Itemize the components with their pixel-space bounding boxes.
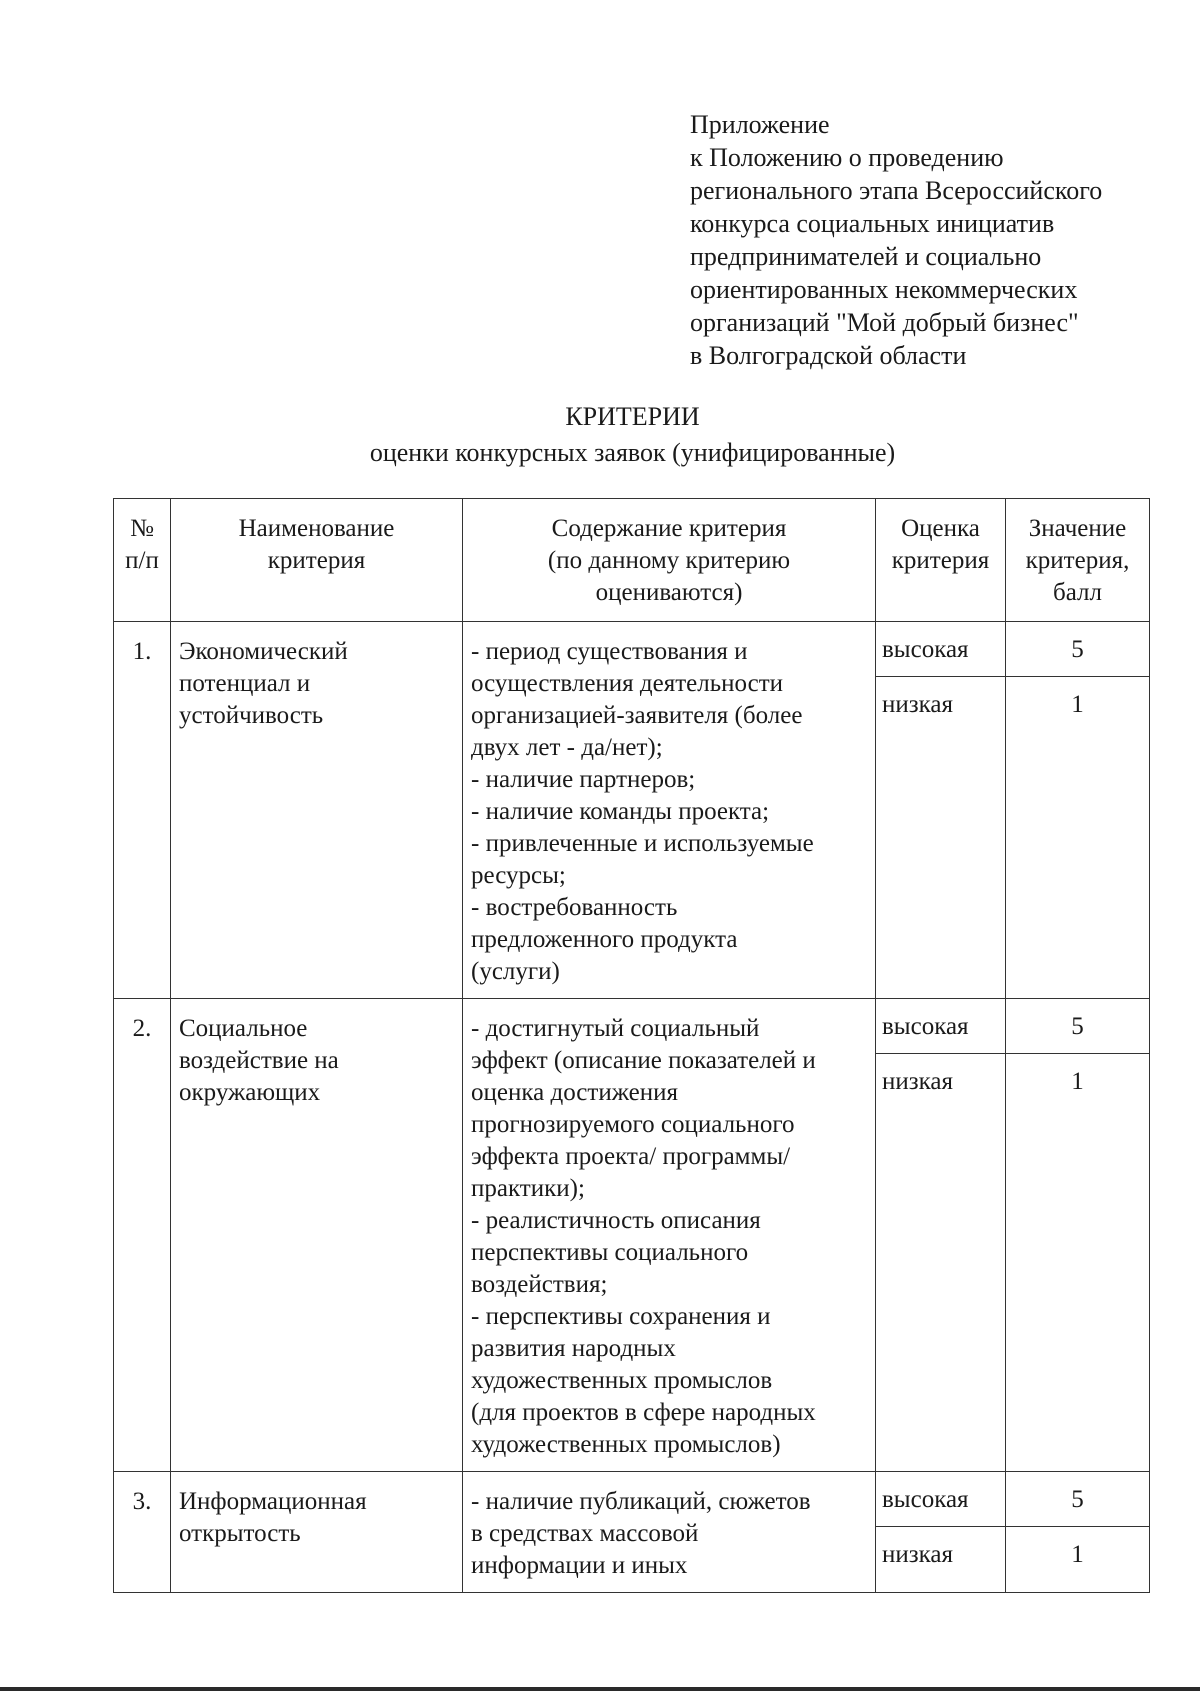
criterion-name-line: окружающих (179, 1079, 321, 1106)
appendix-line: регионального этапа Всероссийского (690, 176, 1103, 205)
header-level (876, 499, 1006, 622)
level-low: низкая (876, 1054, 1006, 1472)
content-line: организацией-заявителя (более (471, 702, 803, 729)
table-row (114, 622, 1150, 677)
header-score-line: критерия, (1025, 547, 1130, 574)
content-line: - наличие публикаций, сюжетов (471, 1488, 811, 1515)
content-line: - наличие партнеров; (471, 766, 696, 793)
appendix-line: организаций "Мой добрый бизнес" (690, 308, 1079, 337)
row-number: 3. (114, 1472, 171, 1593)
criteria-table (113, 498, 1150, 1593)
appendix-line: в Волгоградской области (690, 341, 967, 370)
criterion-name-line: потенциал и (179, 670, 311, 697)
criterion-name-line: воздействие на (179, 1047, 339, 1074)
level-high: высокая (876, 999, 1006, 1054)
criterion-name-line: Информационная (179, 1488, 367, 1515)
content-line: перспективы социального (471, 1239, 749, 1266)
content-line: практики); (471, 1175, 585, 1202)
header-score-line: Значение (1028, 515, 1127, 542)
content-line: художественных промыслов) (471, 1431, 781, 1458)
appendix-line: конкурса социальных инициатив (690, 209, 1055, 238)
page-bottom-rule (0, 1687, 1200, 1691)
criterion-name (171, 622, 463, 999)
header-content-line: Содержание критерия (551, 515, 787, 542)
header-num-line: № (130, 515, 154, 542)
header-score-line: балл (1053, 579, 1102, 606)
content-line: - перспективы сохранения и (471, 1303, 771, 1330)
content-line: информации и иных (471, 1552, 688, 1579)
header-level-line: критерия (891, 547, 990, 574)
content-line: эффекта проекта/ программы/ (471, 1143, 791, 1170)
appendix-line: Приложение (690, 110, 830, 139)
criterion-name-line: Экономический (179, 638, 348, 665)
table-row (114, 1472, 1150, 1527)
row-number: 2. (114, 999, 171, 1472)
score-low: 1 (1006, 1527, 1150, 1593)
header-content (463, 499, 876, 622)
level-high: высокая (876, 1472, 1006, 1527)
content-line: художественных промыслов (471, 1367, 773, 1394)
criterion-content (463, 999, 876, 1472)
content-line: - востребованность (471, 894, 678, 921)
header-content-line: оцениваются) (595, 579, 743, 606)
table-header-row (114, 499, 1150, 622)
header-num (114, 499, 171, 622)
appendix-line: к Положению о проведению (690, 143, 1004, 172)
content-line: в средствах массовой (471, 1520, 699, 1547)
content-line: воздействия; (471, 1271, 608, 1298)
score-low: 1 (1006, 1054, 1150, 1472)
header-score (1006, 499, 1150, 622)
header-name-line: Наименование (238, 515, 395, 542)
appendix-block (690, 108, 1102, 372)
content-line: - реалистичность описания (471, 1207, 761, 1234)
content-line: эффект (описание показателей и (471, 1047, 816, 1074)
row-number: 1. (114, 622, 171, 999)
header-name-line: критерия (267, 547, 366, 574)
content-line: (услуги) (471, 958, 560, 985)
table-row (114, 999, 1150, 1054)
level-high: высокая (876, 622, 1006, 677)
header-level-line: Оценка (901, 515, 980, 542)
content-line: - достигнутый социальный (471, 1015, 760, 1042)
score-high: 5 (1006, 1472, 1150, 1527)
content-line: прогнозируемого социального (471, 1111, 795, 1138)
score-high: 5 (1006, 622, 1150, 677)
criterion-name-line: устойчивость (179, 702, 324, 729)
document-title: КРИТЕРИИ (565, 402, 700, 431)
content-line: двух лет - да/нет); (471, 734, 663, 761)
appendix-line: ориентированных некоммерческих (690, 275, 1078, 304)
document-subtitle: оценки конкурсных заявок (унифицированные) (369, 438, 896, 467)
score-high: 5 (1006, 999, 1150, 1054)
criterion-content (463, 622, 876, 999)
header-name (171, 499, 463, 622)
criterion-name (171, 999, 463, 1472)
content-line: оценка достижения (471, 1079, 679, 1106)
header-num-line: п/п (125, 547, 159, 574)
level-low: низкая (876, 677, 1006, 999)
content-line: развития народных (471, 1335, 676, 1362)
content-line: - привлеченные и используемые (471, 830, 814, 857)
content-line: (для проектов в сфере народных (471, 1399, 816, 1426)
header-content-line: (по данному критерию (547, 547, 791, 574)
content-line: ресурсы; (471, 862, 566, 889)
content-line: - наличие команды проекта; (471, 798, 770, 825)
content-line: осуществления деятельности (471, 670, 784, 697)
appendix-line: предпринимателей и социально (690, 242, 1042, 271)
criterion-content (463, 1472, 876, 1593)
criterion-name (171, 1472, 463, 1593)
content-line: - период существования и (471, 638, 748, 665)
criterion-name-line: открытость (179, 1520, 301, 1547)
level-low: низкая (876, 1527, 1006, 1593)
criterion-name-line: Социальное (179, 1015, 308, 1042)
score-low: 1 (1006, 677, 1150, 999)
content-line: предложенного продукта (471, 926, 738, 953)
